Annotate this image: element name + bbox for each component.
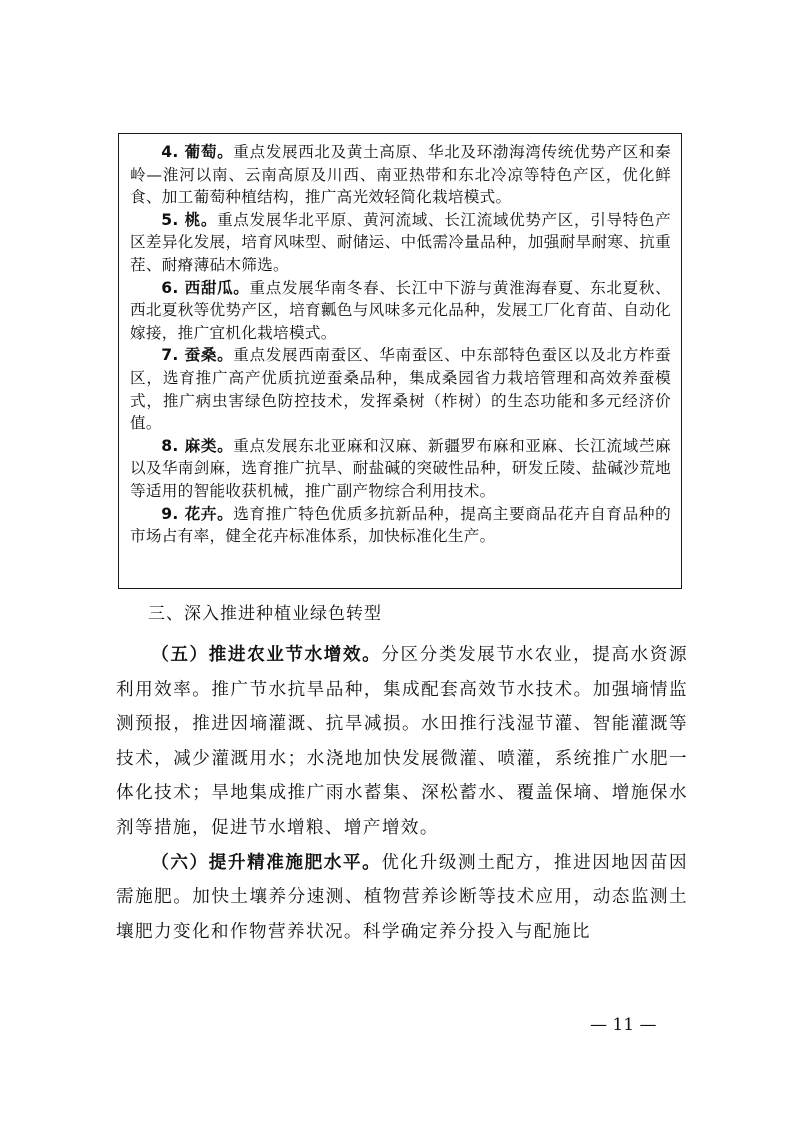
box-item-text: 选育推广特色优质多抗新品种，提高主要商品花卉自育品种的市场占有率，健全花卉标准体系，加快标准化生产。 <box>130 504 671 546</box>
paragraph-title: （五）推进农业节水增效。 <box>151 645 382 665</box>
box-item-title: 4. 葡萄。 <box>161 143 234 161</box>
box-item-title: 9. 花卉。 <box>161 504 234 523</box>
paragraph-text: 分区分类发展节水农业，提高水资源利用效率。推广节水抗旱品种，集成配套高效节水技术。加强墒情监测预报，推进因墒灌溉、抗旱减损。水田推行浅湿节灌、智能灌溉等技术，减少灌溉用水；水浇地加快发展微灌、喷灌，系统推广水肥一体化技术；旱地集成推广雨水蓄集、深松蓄水、覆盖保墒、增施保水剂等措施，促进节水增粮、增产增效。 <box>116 645 688 838</box>
box-item-title: 8. 麻类。 <box>161 436 234 455</box>
section-heading: 三、深入推进种植业绿色转型 <box>148 604 382 624</box>
box-item <box>130 435 671 503</box>
box-item <box>130 141 671 209</box>
box-item-title: 7. 蚕桑。 <box>161 346 234 365</box>
box-item-title: 5. 桃。 <box>161 210 218 229</box>
box-item <box>130 503 671 548</box>
box-item <box>130 277 671 345</box>
box-item-text: 重点发展华南冬春、长江中下游与黄淮海春夏、东北夏秋、西北夏秋等优势产区，培育瓤色与风味多元化品种，发展工厂化育苗、自动化嫁接，推广宜机化栽培模式。 <box>130 278 671 342</box>
box-item <box>130 344 671 434</box>
paragraph-title: （六）提升精准施肥水平。 <box>151 852 382 873</box>
box-item-text: 重点发展西南蚕区、华南蚕区、中东部特色蚕区以及北方柞蚕区，选育推广高产优质抗逆蚕桑品种，集成桑园省力栽培管理和高效养蚕模式，推广病虫害绿色防控技术，发挥桑树（柞树）的生态功能和多元经济价值。 <box>130 346 671 433</box>
body-text <box>116 638 688 949</box>
paragraph <box>116 638 688 846</box>
crop-list-box <box>118 133 682 589</box>
box-item-text: 重点发展东北亚麻和汉麻、新疆罗布麻和亚麻、长江流域苎麻以及华南剑麻，选育推广抗旱、耐盐碱的突破性品种，研发丘陵、盐碱沙荒地等适用的智能收获机械，推广副产物综合利用技术。 <box>130 436 671 500</box>
paragraph <box>116 846 688 950</box>
box-item <box>130 209 671 277</box>
paragraph-text: 优化升级测土配方，推进因地因苗因需施肥。加快土壤养分速测、植物营养诊断等技术应用，动态监测土壤肥力变化和作物营养状况。科学确定养分投入与配施比 <box>116 852 688 942</box>
page-number: — 11 — <box>590 1015 657 1035</box>
box-item-text: 重点发展西北及黄土高原、华北及环渤海湾传统优势产区和秦岭—淮河以南、云南高原及川西、南亚热带和东北冷凉等特色产区，优化鲜食、加工葡萄种植结构，推广高光效轻简化栽培模式。 <box>130 143 671 207</box>
box-item-title: 6. 西甜瓜。 <box>161 278 250 297</box>
box-item-text: 重点发展华北平原、黄河流域、长江流域优势产区，引导特色产区差异化发展，培育风味型、耐储运、中低需冷量品种，加强耐旱耐寒、抗重茬、耐瘠薄砧木筛选。 <box>130 210 672 274</box>
